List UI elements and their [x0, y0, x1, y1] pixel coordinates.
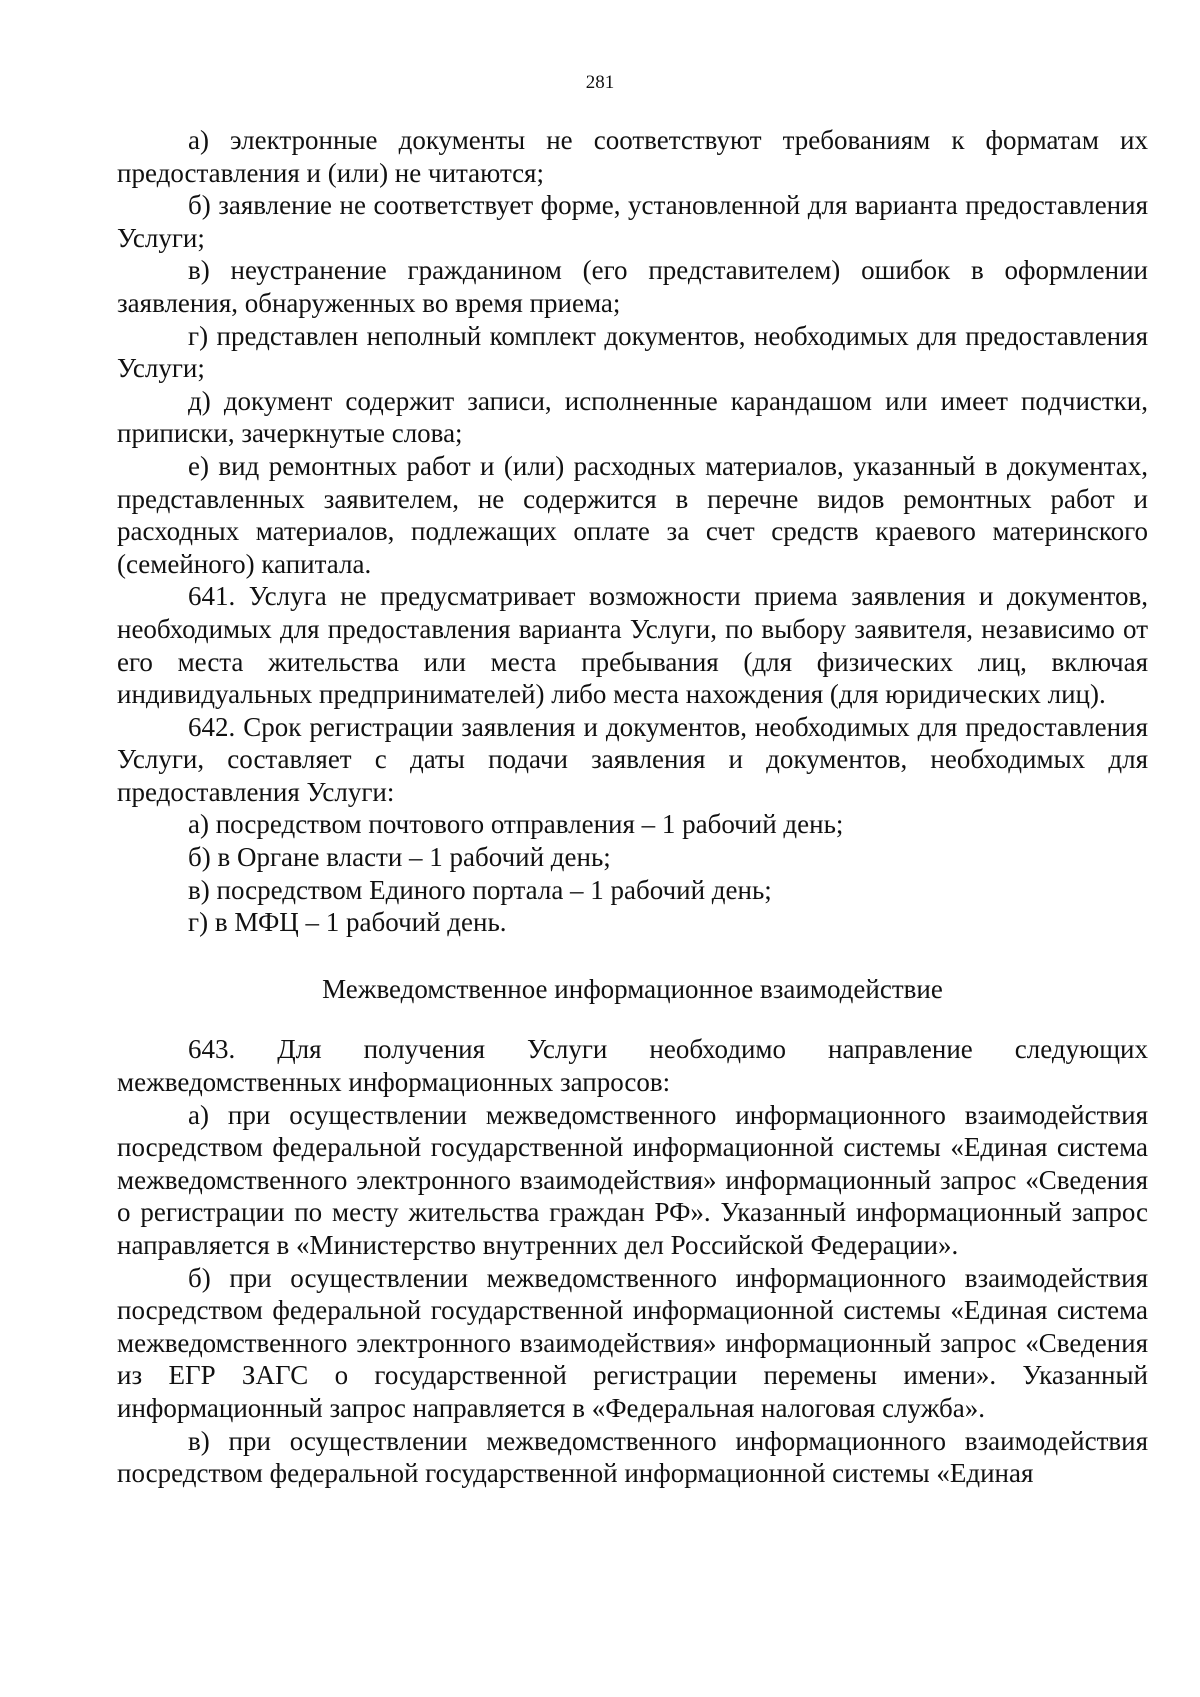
paragraph-a-format: а) электронные документы не соответствуют требованиям к форматам их предоставления и (или) не читаются;: [117, 125, 1148, 188]
paragraph-b-form: б) заявление не соответствует форме, установленной для варианта предоставления Услуги;: [117, 190, 1148, 253]
paragraph-643-a: а) при осуществлении межведомственного информационного взаимодействия посредством федеральной государственной информационной системы «Единая система межведомственного электронного взаимодействия» информационный запрос «Сведения о регистрации по месту жительства граждан РФ». Указанный информационный запрос направляется в «Министерство внутренних дел Российской Федерации».: [117, 1099, 1148, 1260]
paragraph-641: 641. Услуга не предусматривает возможности приема заявления и документов, необходимых для предоставления варианта Услуги, по выбору заявителя, независимо от его места жительства или места пребывания (для физических лиц, включая индивидуальных предпринимателей) либо места нахождения (для юридических лиц).: [117, 581, 1148, 710]
paragraph-643: 643. Для получения Услуги необходимо направление следующих межведомственных информационных запросов:: [117, 1034, 1148, 1098]
paragraph-642: 642. Срок регистрации заявления и документов, необходимых для предоставления Услуги, составляет с даты подачи заявления и документов, необходимых для предоставления Услуги:: [117, 711, 1148, 807]
paragraph-643-b: б) при осуществлении межведомственного информационного взаимодействия посредством федеральной государственной информационной системы «Единая система межведомственного электронного взаимодействия» информационный запрос «Сведения из ЕГР ЗАГС о государственной регистрации перемены имени». Указанный информационный запрос направляется в «Федеральная налоговая служба».: [117, 1262, 1148, 1423]
section-heading: Межведомственное информационное взаимодействие: [322, 973, 943, 1004]
paragraph-v-errors: в) неустранение гражданином (его представителем) ошибок в оформлении заявления, обнаруженных во время приема;: [117, 255, 1148, 318]
list-item-authority: б) в Органе власти – 1 рабочий день;: [188, 842, 611, 873]
list-item-portal: в) посредством Единого портала – 1 рабочий день;: [188, 874, 772, 905]
paragraph-e-repair-works: е) вид ремонтных работ и (или) расходных материалов, указанный в документах, представленных заявителем, не содержится в перечне видов ремонтных работ и расходных материалов, подлежащих оплате за счет средств краевого материнского (семейного) капитала.: [117, 450, 1148, 579]
paragraph-643-v: в) при осуществлении межведомственного информационного взаимодействия посредством федеральной государственной информационной системы «Единая: [117, 1425, 1148, 1489]
page-number: 281: [585, 72, 615, 93]
paragraph-g-incomplete: г) представлен неполный комплект документов, необходимых для предоставления Услуги;: [117, 320, 1148, 384]
document-body: [117, 124, 1148, 1490]
list-item-mail: а) посредством почтового отправления – 1 рабочий день;: [188, 809, 844, 840]
list-item-mfc: г) в МФЦ – 1 рабочий день.: [188, 907, 507, 938]
paragraph-d-pencil: д) документ содержит записи, исполненные карандашом или имеет подчистки, приписки, зачеркнутые слова;: [117, 385, 1148, 449]
